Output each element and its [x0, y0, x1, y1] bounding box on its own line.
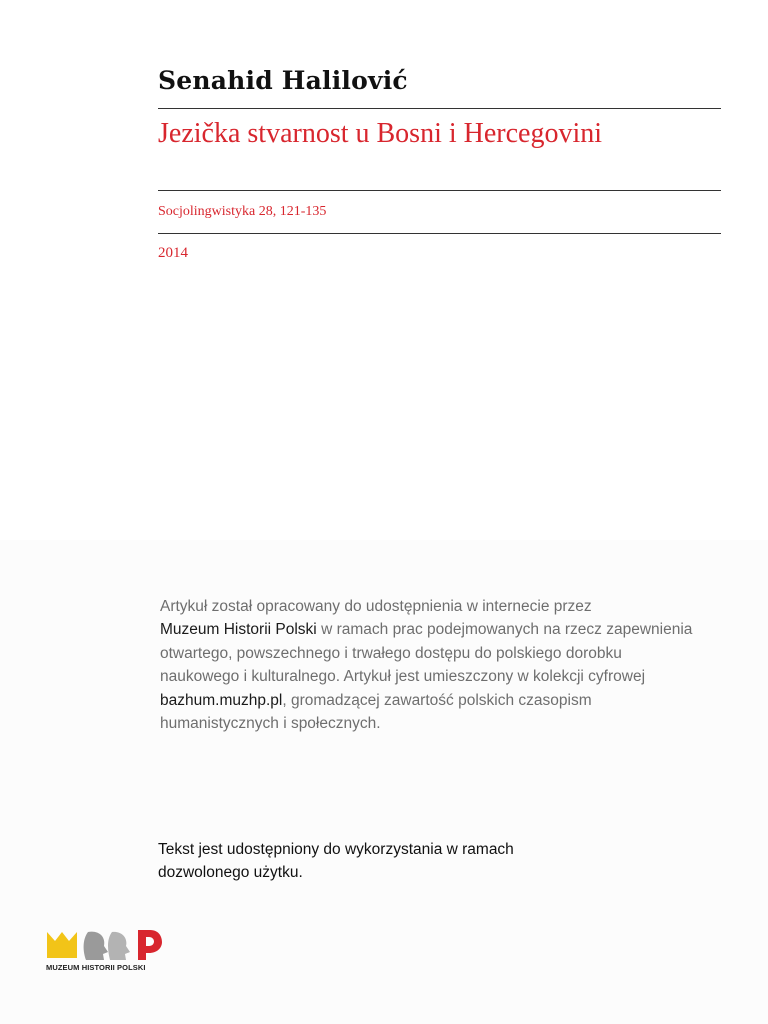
divider	[158, 108, 721, 109]
collection-link[interactable]: bazhum.muzhp.pl	[160, 691, 283, 709]
journal-citation: Socjolingwistyka 28, 121-135	[158, 204, 327, 219]
availability-notice	[160, 595, 705, 735]
usage-rights-notice: Tekst jest udostępniony do wykorzystania w ramach dozwolonego użytku.	[158, 841, 514, 881]
divider	[158, 190, 721, 191]
article-title: Jezička stvarnost u Bosni i Hercegovini	[158, 118, 603, 149]
profile-silhouette-icon	[84, 932, 130, 960]
notice-text: , gromadzącej zawartość polskich czasopism humanistycznych i społecznych.	[160, 691, 592, 733]
publication-year: 2014	[158, 245, 188, 261]
notice-text: Artykuł został opracowany do udostępnienia w internecie przez	[160, 598, 592, 615]
logo-caption: MUZEUM HISTORII POLSKI	[46, 963, 146, 972]
divider	[158, 233, 721, 234]
crown-icon	[47, 932, 77, 958]
museum-name: Muzeum Historii Polski	[160, 621, 317, 639]
letter-p-mark	[138, 930, 162, 960]
notice-text: w ramach prac podejmowanych na rzecz zapewnienia otwartego, powszechnego i trwałego dostępu do polskiego dorobku naukowego i kulturalnego. Artykuł jest umieszczony w kolekcji cyfrowej	[160, 621, 693, 686]
author-name: Senahid Halilović	[158, 66, 408, 95]
